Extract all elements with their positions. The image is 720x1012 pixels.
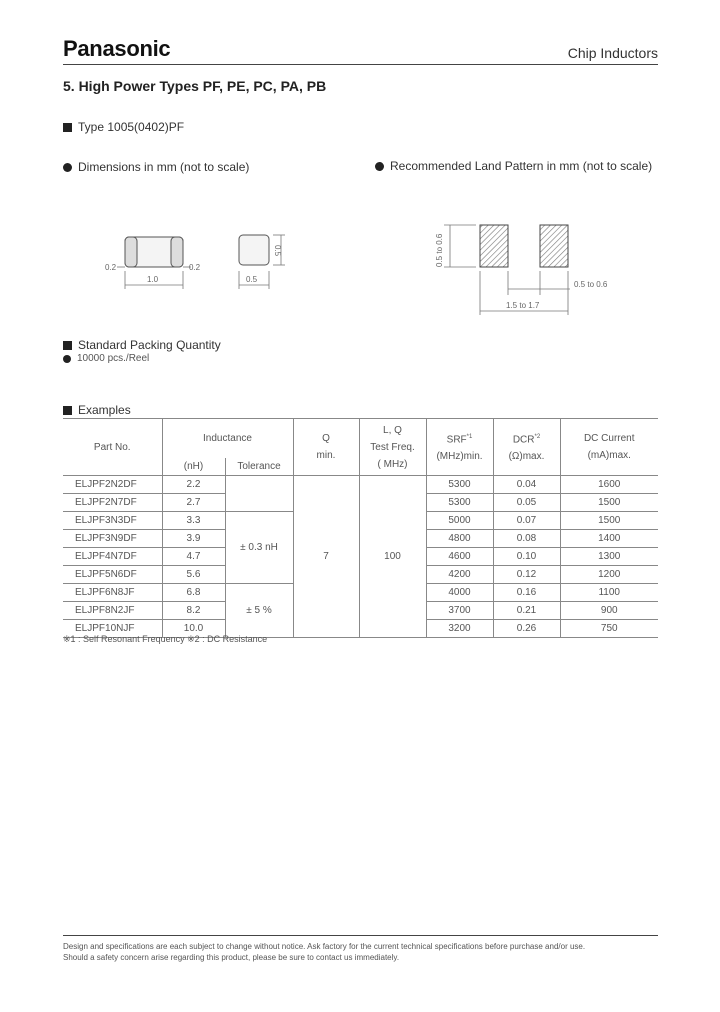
cell-part: ELJPF8N2JF (63, 602, 162, 620)
land-pattern-heading (375, 159, 652, 173)
dim-left-end: 0.2 (105, 263, 117, 272)
header-q (293, 419, 359, 476)
round-bullet-icon (375, 162, 384, 171)
cell-part: ELJPF3N9DF (63, 530, 162, 548)
cell-nh: 6.8 (162, 584, 225, 602)
cell-dc: 1400 (560, 530, 658, 548)
table-row (63, 476, 658, 494)
header-srf-label (427, 429, 493, 448)
header-test-freq-label: Test Freq. (370, 441, 415, 453)
cell-dcr: 0.16 (493, 584, 560, 602)
land-pad-right (540, 225, 568, 267)
examples-table (63, 418, 658, 638)
cell-dcr: 0.05 (493, 494, 560, 512)
square-bullet-icon (63, 123, 72, 132)
cell-dc: 1500 (560, 512, 658, 530)
dimensions-heading-text: Dimensions in mm (not to scale) (78, 160, 250, 174)
cell-srf: 4000 (426, 584, 493, 602)
cell-nh: 3.3 (162, 512, 225, 530)
header-nh: (nH) (162, 458, 225, 476)
cell-dcr: 0.07 (493, 512, 560, 530)
header-tolerance: Tolerance (225, 458, 293, 476)
type-label: Type 1005(0402)PF (78, 120, 185, 134)
dim-height: 0.5 (273, 245, 282, 257)
square-bullet-icon (63, 341, 72, 350)
header-lq: L, Q (383, 424, 402, 436)
header-srf (426, 419, 493, 476)
cell-dc: 900 (560, 602, 658, 620)
header-dcr-text: DCR (512, 434, 535, 446)
footer-line-2: Should a safety concern arise regarding this product, please be sure to contact us immediately. (63, 953, 400, 962)
packing-value (63, 353, 149, 364)
dimensions-heading (63, 160, 249, 174)
cell-srf: 4200 (426, 566, 493, 584)
table-footnote: ※1 : Self Resonant Frequency ※2 : DC Resistance (63, 634, 268, 644)
cell-srf: 5300 (426, 476, 493, 494)
cell-dcr: 0.21 (493, 602, 560, 620)
land-pad-height: 0.5 to 0.6 (435, 233, 444, 267)
footer-rule (63, 935, 658, 936)
cell-part: ELJPF3N3DF (63, 512, 162, 530)
cell-nh: 3.9 (162, 530, 225, 548)
cell-srf: 5300 (426, 494, 493, 512)
chip-terminal-right (171, 237, 183, 267)
header-dcr-sub: (Ω)max. (508, 451, 545, 463)
header-dcr (493, 419, 560, 476)
dim-length: 1.0 (147, 275, 159, 284)
cell-srf: 4600 (426, 548, 493, 566)
land-pattern-drawing (430, 215, 620, 320)
dim-right-end: 0.2 (189, 263, 201, 272)
cell-srf: 4800 (426, 530, 493, 548)
cell-dc: 1500 (560, 494, 658, 512)
section-title: 5. High Power Types PF, PE, PC, PA, PB (63, 78, 327, 94)
chip-terminal-left (125, 237, 137, 267)
header-dc-current (560, 419, 658, 476)
cell-test-freq: 100 (359, 476, 426, 638)
cell-dcr: 0.08 (493, 530, 560, 548)
brand-logo: Panasonic (63, 36, 171, 61)
cell-nh: 4.7 (162, 548, 225, 566)
header-dc-current-label: DC Current (583, 433, 635, 444)
cell-tolerance-b: ± 5 % (225, 584, 293, 638)
header-mhz: ( MHz) (377, 458, 408, 470)
header-dcr-label (494, 429, 560, 448)
footer-line-1: Design and specifications are each subject to change without notice. Ask factory for the current technical specifications before purchase and/or use. (63, 942, 586, 951)
dim-width: 0.5 (246, 275, 258, 284)
round-bullet-icon (63, 163, 72, 172)
cell-nh: 5.6 (162, 566, 225, 584)
cell-dc: 1600 (560, 476, 658, 494)
cell-part: ELJPF6N8JF (63, 584, 162, 602)
header-q-sub: min. (316, 450, 336, 461)
cell-q: 7 (293, 476, 359, 638)
cell-part: ELJPF5N6DF (63, 566, 162, 584)
cell-srf: 3200 (426, 620, 493, 638)
packing-heading-text: Standard Packing Quantity (78, 338, 221, 352)
header-dcr-note: *2 (534, 433, 541, 440)
cell-dcr: 0.10 (493, 548, 560, 566)
cell-tolerance-a: ± 0.3 nH (225, 512, 293, 584)
cell-nh: 2.2 (162, 476, 225, 494)
round-bullet-icon (63, 355, 71, 363)
cell-dc: 750 (560, 620, 658, 638)
cell-dc: 1100 (560, 584, 658, 602)
type-heading (63, 120, 184, 134)
chip-end-view (239, 235, 269, 265)
land-gap: 0.5 to 0.6 (574, 280, 608, 289)
cell-srf: 3700 (426, 602, 493, 620)
square-bullet-icon (63, 406, 72, 415)
examples-heading-text: Examples (78, 403, 131, 417)
land-pattern-heading-text: Recommended Land Pattern in mm (not to scale) (390, 159, 653, 173)
cell-dc: 1300 (560, 548, 658, 566)
cell-part: ELJPF4N7DF (63, 548, 162, 566)
cell-nh: 10.0 (162, 620, 225, 638)
header-srf-note: *1 (466, 433, 473, 440)
cell-part: ELJPF10NJF (63, 620, 162, 638)
cell-nh: 8.2 (162, 602, 225, 620)
header-dc-current-sub: (mA)max. (587, 450, 631, 461)
header-srf-text: SRF (446, 434, 467, 446)
footer-notice (63, 941, 585, 963)
header-inductance: Inductance (162, 419, 293, 458)
header-q-label: Q (322, 433, 330, 444)
category-label: Chip Inductors (567, 45, 658, 61)
cell-dcr: 0.12 (493, 566, 560, 584)
header-test-freq (359, 419, 426, 476)
cell-dc: 1200 (560, 566, 658, 584)
land-pad-left (480, 225, 508, 267)
packing-heading (63, 338, 221, 352)
dimension-drawing (95, 215, 305, 300)
cell-part: ELJPF2N2DF (75, 479, 137, 490)
cell-dcr: 0.26 (493, 620, 560, 638)
packing-value-text: 10000 pcs./Reel (77, 353, 150, 364)
header-rule (63, 64, 658, 65)
cell-part: ELJPF2N7DF (63, 494, 162, 512)
examples-heading (63, 403, 131, 417)
land-total: 1.5 to 1.7 (506, 301, 540, 310)
header-part-no: Part No. (63, 419, 162, 476)
cell-nh: 2.7 (162, 494, 225, 512)
header-srf-sub: (MHz)min. (436, 451, 483, 463)
cell-dcr: 0.04 (493, 476, 560, 494)
cell-srf: 5000 (426, 512, 493, 530)
